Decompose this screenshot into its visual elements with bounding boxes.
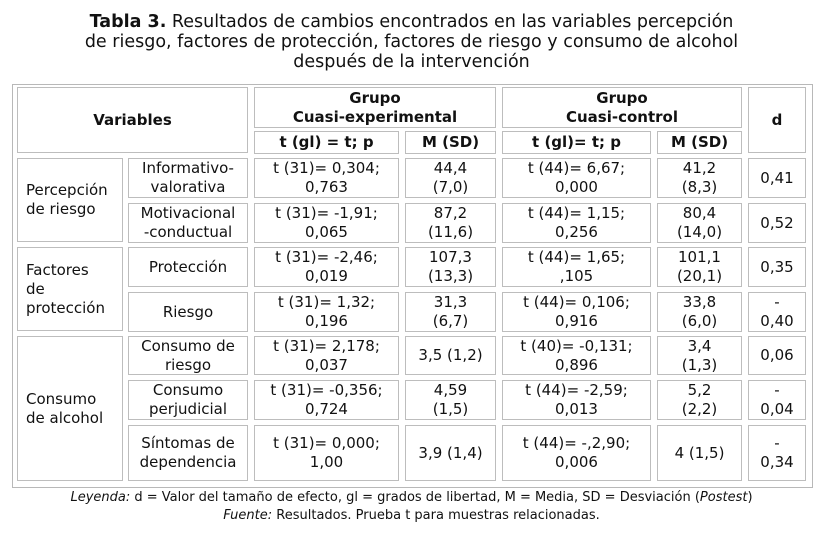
cell-line: t (44)= -,2,90; (522, 434, 631, 452)
t-experimental-cell (254, 425, 399, 481)
cell-line: Consumo de (141, 336, 235, 355)
cell-line: (6,7) (432, 312, 469, 330)
cell-line: 3,9 (1,4) (418, 443, 483, 462)
legend-text: d = Valor del tamaño de efecto, gl = grados de libertad, M = Media, SD = Desviación ( (130, 490, 700, 505)
cell-line: 44,4 (433, 159, 468, 177)
t-experimental-cell (254, 336, 399, 375)
t-control-cell (502, 336, 651, 375)
cell-line: - (774, 434, 780, 452)
cell-line: 3,5 (1,2) (418, 346, 483, 364)
source-line (0, 507, 823, 525)
cell-line: t (31)= 1,32; (277, 293, 376, 311)
source-text: Resultados. Prueba t para muestras relacionadas. (272, 508, 600, 523)
group-line: protección (26, 298, 105, 317)
m-control-cell (657, 158, 742, 198)
t-experimental-cell (254, 292, 399, 332)
cell-line: (8,3) (681, 178, 718, 196)
cell-line: t (31)= -2,46; (275, 248, 378, 266)
cell-line: t (44)= 1,15; (527, 204, 626, 222)
m-control-cell (657, 203, 742, 243)
cell-line: 0,065 (305, 223, 348, 241)
cell-line: valorativa (150, 178, 226, 196)
group-line: Percepción (26, 181, 108, 199)
cell-line: 0,019 (305, 267, 348, 285)
d-cell (748, 292, 806, 332)
cell-line: 4,59 (433, 381, 468, 399)
cell-line: -conductual (143, 223, 233, 241)
table-legend (0, 489, 823, 525)
cell-line: t (31)= 2,178; (273, 336, 380, 355)
m-experimental-cell (405, 247, 496, 287)
cell-line: 0,006 (555, 453, 598, 471)
cell-line: 0,41 (760, 168, 794, 187)
t-control-cell (502, 380, 651, 420)
cell-line: ,105 (559, 267, 594, 285)
cell-line: (11,6) (427, 223, 474, 241)
cell-line: t (44)= 0,106; (523, 293, 630, 311)
cell-line: t (44)= -2,59; (525, 381, 628, 399)
cell-line: 31,3 (433, 293, 468, 311)
cell-line: t (44)= 1,65; (527, 248, 626, 266)
cell-line: Motivacional (140, 204, 236, 222)
header-t-control: t (gl)= t; p (502, 131, 651, 154)
group-percepcion (17, 158, 123, 242)
m-control-cell (657, 292, 742, 332)
m-experimental-cell (405, 203, 496, 243)
cell-line: Protección (148, 257, 228, 276)
header-group-experimental (254, 87, 496, 128)
header-variables: Variables (17, 87, 248, 153)
cell-line: 0,34 (760, 453, 794, 471)
cell-line: - (774, 381, 780, 399)
header-group-ctrl-line1: Grupo (596, 88, 648, 107)
t-experimental-cell (254, 203, 399, 243)
cell-line: t (31)= -0,356; (270, 381, 383, 399)
table-label: Tabla 3. (89, 12, 167, 32)
cell-line: (7,0) (432, 178, 469, 196)
cell-line: 4 (1,5) (674, 443, 725, 462)
table-caption (0, 12, 823, 72)
cell-line: Síntomas de (141, 434, 235, 452)
group-line: de alcohol (26, 408, 104, 427)
cell-line: 1,00 (309, 453, 344, 471)
cell-line: t (40)= -0,131; (520, 336, 633, 355)
legend-label: Leyenda: (70, 490, 131, 505)
group-line: de (26, 279, 45, 298)
d-cell (748, 380, 806, 420)
cell-line: 0,35 (760, 257, 794, 276)
m-experimental-cell (405, 158, 496, 198)
cell-line: Informativo- (142, 159, 234, 177)
t-control-cell (502, 158, 651, 198)
m-control-cell (657, 380, 742, 420)
cell-line: 0,06 (760, 346, 794, 364)
cell-line: 101,1 (678, 248, 721, 266)
cell-line: riesgo (164, 355, 212, 374)
cell-line: (13,3) (427, 267, 474, 285)
cell-line: Consumo (152, 381, 224, 399)
header-group-control (502, 87, 742, 128)
cell-line: (6,0) (681, 312, 718, 330)
cell-line: 0,04 (760, 400, 794, 418)
cell-line: 0,763 (305, 178, 348, 196)
header-group-exp-line1: Grupo (349, 88, 401, 107)
cell-line: (1,3) (681, 355, 718, 374)
header-t-experimental: t (gl) = t; p (254, 131, 399, 154)
header-d: d (748, 87, 806, 153)
cell-line: dependencia (139, 453, 237, 471)
group-line: Factores (26, 260, 89, 279)
cell-line: (1,5) (432, 400, 469, 418)
t-control-cell (502, 425, 651, 481)
cell-line: t (31)= 0,000; (273, 434, 380, 452)
subvariable-cell (128, 425, 248, 481)
t-experimental-cell (254, 247, 399, 287)
cell-line: (14,0) (676, 223, 723, 241)
t-experimental-cell (254, 158, 399, 198)
cell-line: perjudicial (148, 400, 228, 418)
legend-close: ) (747, 490, 753, 505)
cell-line: 80,4 (682, 204, 717, 222)
m-experimental-cell (405, 292, 496, 332)
cell-line: (2,2) (681, 400, 718, 418)
group-line: de riesgo (26, 200, 96, 218)
group-line: Consumo (26, 389, 97, 408)
d-cell (748, 425, 806, 481)
cell-line: 5,2 (687, 381, 712, 399)
cell-line: t (31)= 0,304; (273, 159, 380, 177)
cell-line: 41,2 (682, 159, 717, 177)
m-experimental-cell (405, 425, 496, 481)
subvariable-cell (128, 158, 248, 198)
cell-line: 0,40 (760, 312, 794, 330)
subvariable-cell (128, 247, 248, 287)
cell-line: 0,196 (305, 312, 348, 330)
m-experimental-cell (405, 336, 496, 375)
t-experimental-cell (254, 380, 399, 420)
d-cell (748, 203, 806, 243)
d-cell (748, 247, 806, 287)
header-group-ctrl-line2: Cuasi-control (566, 107, 678, 126)
header-m-experimental: M (SD) (405, 131, 496, 154)
caption-line-1: Resultados de cambios encontrados en las variables percepción (171, 12, 734, 32)
cell-line: 0,000 (555, 178, 598, 196)
cell-line: 87,2 (433, 204, 468, 222)
cell-line: 0,256 (555, 223, 598, 241)
cell-line: 33,8 (682, 293, 717, 311)
caption-line-3: después de la intervención (293, 52, 530, 72)
cell-line: t (44)= 6,67; (527, 159, 626, 177)
cell-line: - (774, 293, 780, 311)
subvariable-cell (128, 292, 248, 332)
cell-line: t (31)= -1,91; (275, 204, 378, 222)
m-control-cell (657, 336, 742, 375)
cell-line: Riesgo (162, 302, 214, 321)
cell-line: (20,1) (676, 267, 723, 285)
subvariable-cell (128, 336, 248, 375)
m-experimental-cell (405, 380, 496, 420)
t-control-cell (502, 247, 651, 287)
d-cell (748, 336, 806, 375)
m-control-cell (657, 425, 742, 481)
cell-line: 0,896 (555, 355, 598, 374)
cell-line: 0,724 (305, 400, 348, 418)
cell-line: 107,3 (429, 248, 472, 266)
header-group-exp-line2: Cuasi-experimental (292, 107, 458, 126)
source-label: Fuente: (223, 508, 273, 523)
header-m-control: M (SD) (657, 131, 742, 154)
legend-postest: Postest (699, 490, 748, 505)
t-control-cell (502, 292, 651, 332)
subvariable-cell (128, 380, 248, 420)
legend-line (0, 489, 823, 507)
cell-line: 3,4 (687, 336, 712, 355)
cell-line: 0,013 (555, 400, 598, 418)
group-consumo (17, 336, 123, 481)
t-control-cell (502, 203, 651, 243)
cell-line: 0,916 (555, 312, 598, 330)
m-control-cell (657, 247, 742, 287)
cell-line: 0,037 (305, 355, 348, 374)
subvariable-cell (128, 203, 248, 243)
d-cell (748, 158, 806, 198)
group-factores (17, 247, 123, 331)
caption-line-2: de riesgo, factores de protección, factores de riesgo y consumo de alcohol (84, 32, 739, 52)
cell-line: 0,52 (760, 213, 794, 232)
